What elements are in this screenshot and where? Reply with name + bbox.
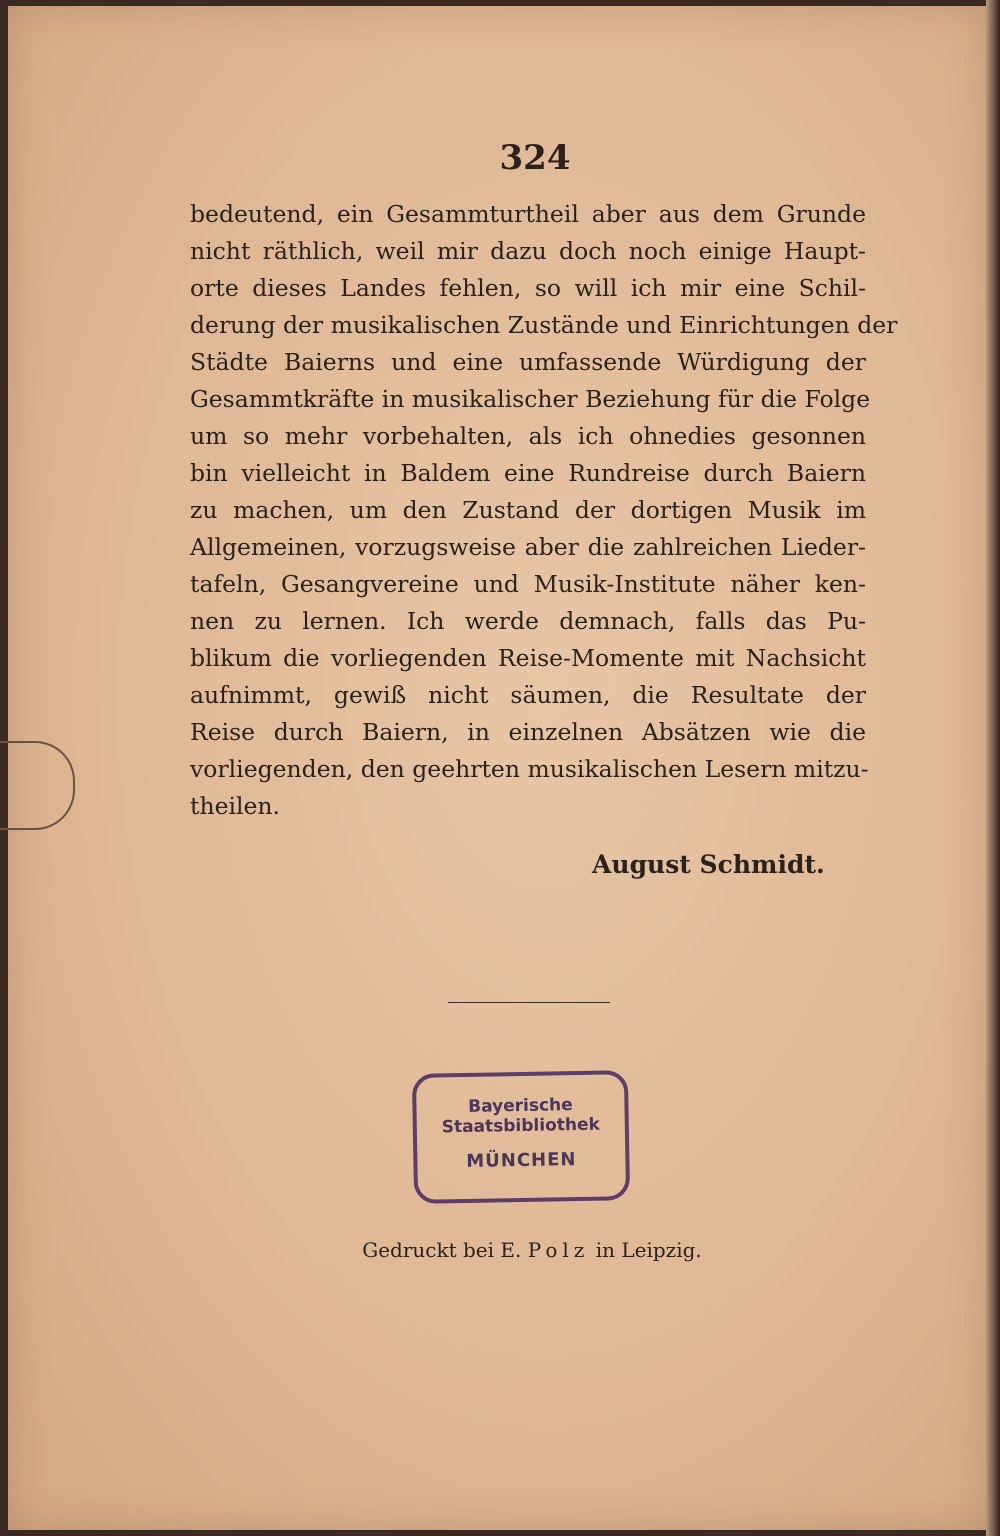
printer-suffix: in Leipzig. — [595, 1238, 702, 1262]
text-line: zu machen, um den Zustand der dortigen Musik im — [190, 496, 866, 524]
text-line: tafeln, Gesangvereine und Musik-Institute näher ken- — [190, 570, 866, 598]
text-line: nicht räthlich, weil mir dazu doch noch einige Haupt- — [190, 237, 866, 265]
stamp-line: Staatsbibliothek — [441, 1114, 601, 1138]
stamp-line: Bayerische — [468, 1095, 573, 1117]
printer-prefix: Gedruckt bei E. — [362, 1238, 522, 1262]
text-line: orte dieses Landes fehlen, so will ich mir eine Schil- — [190, 274, 866, 302]
text-line: blikum die vorliegenden Reise-Momente mit Nachsicht — [190, 644, 866, 672]
text-line: um so mehr vorbehalten, als ich ohnedies gesonnen — [190, 422, 866, 450]
page-number: 324 — [499, 138, 571, 178]
printer-imprint — [0, 1238, 1000, 1262]
text-line: nen zu lernen. Ich werde demnach, falls das Pu- — [190, 607, 866, 635]
text-line: Gesammtkräfte in musikalischer Beziehung für die Folge — [190, 385, 871, 413]
text-line: derung der musikalischen Zustände und Einrichtungen der — [190, 311, 898, 339]
page-tab-mark — [0, 741, 75, 830]
book-edge — [986, 0, 1000, 1536]
text-line: bedeutend, ein Gesammturtheil aber aus dem Grunde — [190, 200, 866, 228]
text-line: theilen. — [190, 792, 281, 820]
text-line: Allgemeinen, vorzugsweise aber die zahlreichen Lieder- — [190, 533, 866, 561]
text-line: aufnimmt, gewiß nicht säumen, die Resultate der — [190, 681, 866, 709]
text-line: vorliegenden, den geehrten musikalischen Lesern mitzu- — [190, 755, 869, 783]
author-signature: August Schmidt. — [592, 850, 825, 879]
library-stamp — [412, 1070, 630, 1204]
printer-name: Polz — [527, 1238, 590, 1262]
text-line: bin vielleicht in Baldem eine Rundreise durch Baiern — [190, 459, 866, 487]
stamp-line: MÜNCHEN — [466, 1149, 577, 1172]
text-line: Städte Baierns und eine umfassende Würdigung der — [190, 348, 866, 376]
text-line: Reise durch Baiern, in einzelnen Absätzen wie die — [190, 718, 866, 746]
divider-rule — [448, 1002, 610, 1003]
body-paragraph — [190, 196, 898, 825]
